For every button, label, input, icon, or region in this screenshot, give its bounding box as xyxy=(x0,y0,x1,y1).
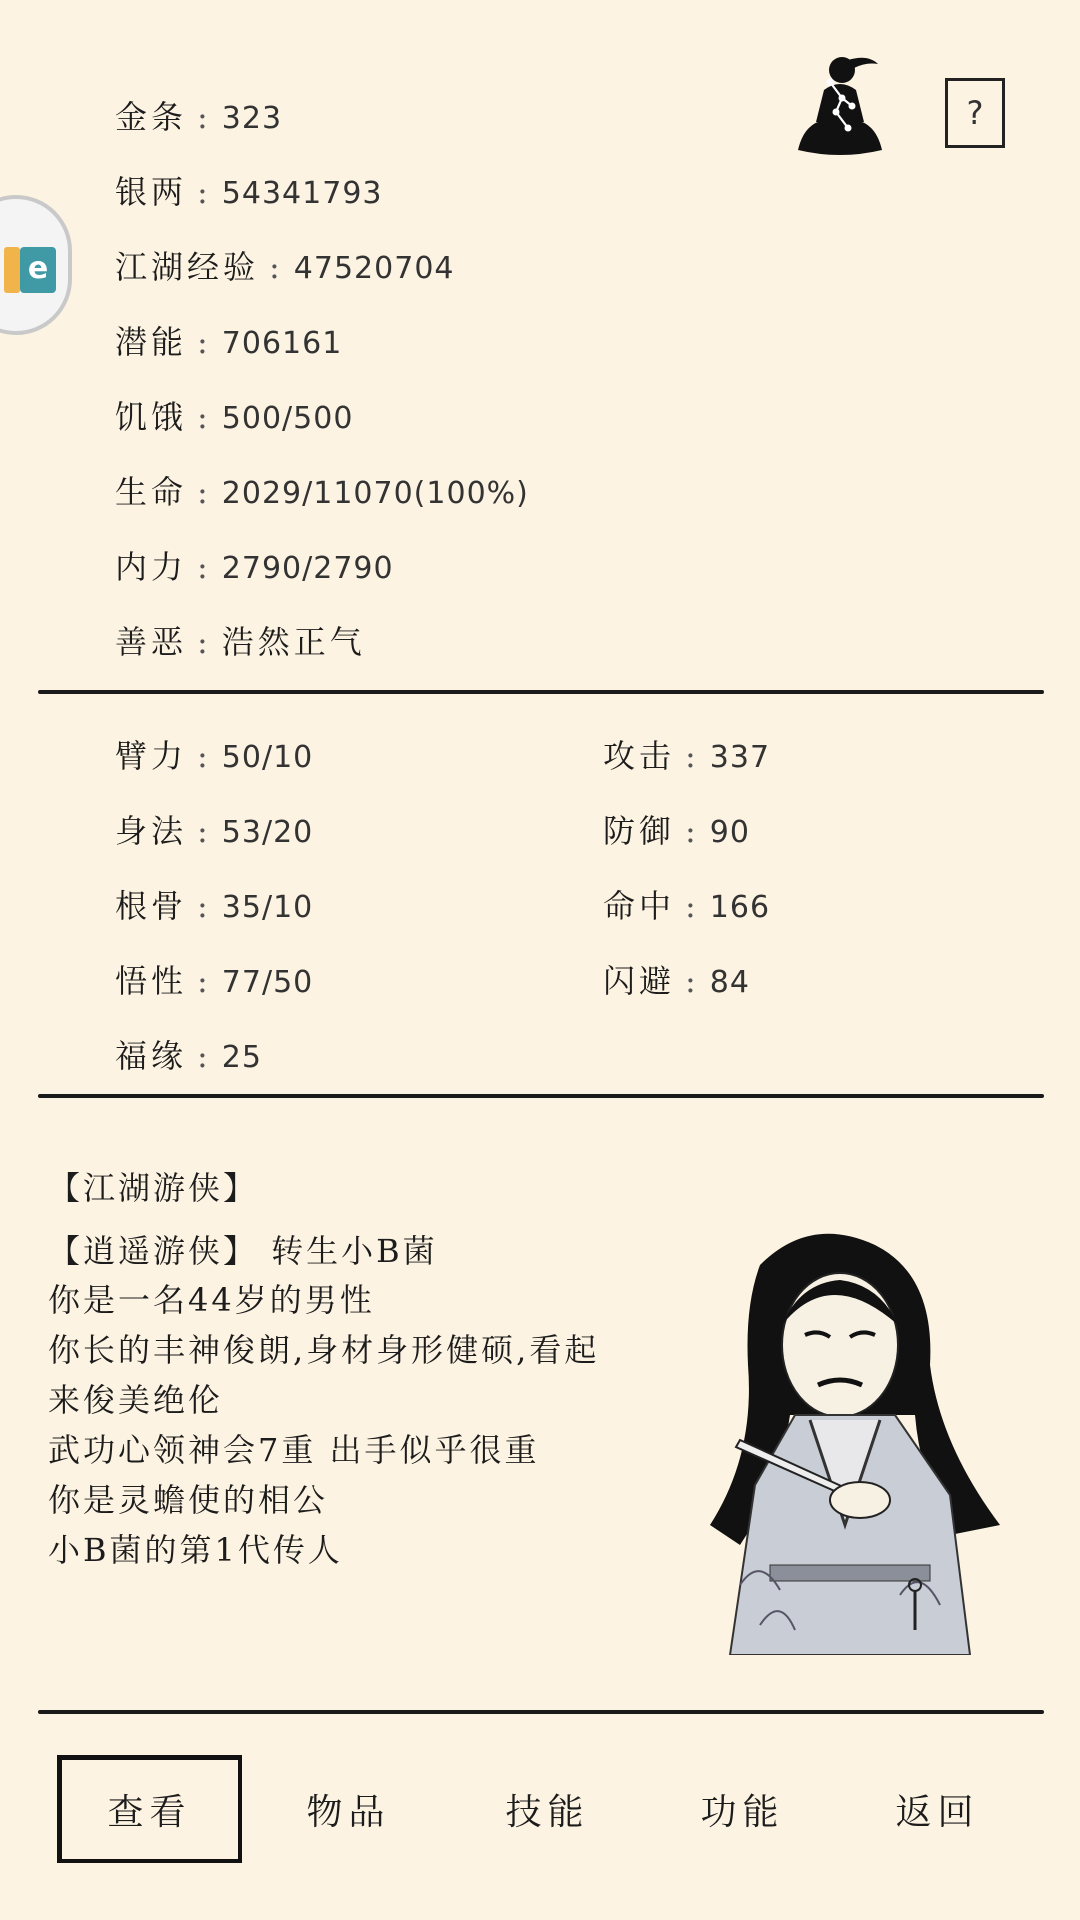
help-button[interactable]: ? xyxy=(945,78,1005,148)
attr-defense: 防御 : 90 xyxy=(603,812,750,850)
nav-skills-button[interactable]: 技能 xyxy=(505,1791,590,1833)
attr-strength: 臂力 : 50/10 xyxy=(115,737,314,775)
bio-line: 你是一名44岁的男性 xyxy=(48,1281,375,1319)
stat-inner-power: 内力 : 2790/2790 xyxy=(115,548,394,586)
nav-functions-button[interactable]: 功能 xyxy=(700,1791,785,1833)
nav-view-button[interactable]: 查看 xyxy=(57,1755,242,1863)
stat-health: 生命 : 2029/11070(100%) xyxy=(115,473,529,511)
stat-label: 金条 xyxy=(115,98,188,136)
section-divider xyxy=(38,1094,1044,1098)
bio-line: 你长的丰神俊朗,身材身形健硕,看起 xyxy=(48,1331,600,1369)
bio-line: 武功心领神会7重 出手似乎很重 xyxy=(48,1431,540,1469)
section-divider xyxy=(38,690,1044,694)
stat-hunger: 饥饿 : 500/500 xyxy=(115,398,354,436)
stat-value: 54341793 xyxy=(221,176,383,211)
stat-label: 善恶 xyxy=(115,623,188,661)
stat-value: 浩然正气 xyxy=(221,623,366,661)
stat-morality: 善恶 : 浩然正气 xyxy=(115,623,366,661)
attr-constitution: 根骨 : 35/10 xyxy=(115,887,314,925)
stat-value: 323 xyxy=(221,101,283,136)
stat-silver: 银两 : 54341793 xyxy=(115,173,383,211)
section-divider xyxy=(38,1710,1044,1714)
stat-potential: 潜能 : 706161 xyxy=(115,323,343,361)
badge-tile-orange xyxy=(4,247,20,293)
nav-back-button[interactable]: 返回 xyxy=(895,1791,980,1833)
stat-label: 内力 xyxy=(115,548,188,586)
stat-label: 饥饿 xyxy=(115,398,188,436)
stat-value: 2790/2790 xyxy=(221,551,394,586)
stat-experience: 江湖经验 : 47520704 xyxy=(115,248,455,286)
attr-comprehension: 悟性 : 77/50 xyxy=(115,962,314,1000)
bio-line: 你是灵蟾使的相公 xyxy=(48,1481,329,1519)
character-portrait xyxy=(700,1225,1000,1655)
stat-label: 潜能 xyxy=(115,323,188,361)
attr-accuracy: 命中 : 166 xyxy=(603,887,771,925)
attr-agility: 身法 : 53/20 xyxy=(115,812,314,850)
floating-assist-button[interactable] xyxy=(0,195,72,335)
attr-attack: 攻击 : 337 xyxy=(603,737,771,775)
stat-label: 生命 xyxy=(115,473,188,511)
stat-label: 江湖经验 xyxy=(115,248,260,286)
bio-line: 来俊美绝伦 xyxy=(48,1381,224,1419)
stat-label: 银两 xyxy=(115,173,188,211)
meditation-emblem-icon[interactable] xyxy=(790,50,890,158)
badge-tile-teal-icon: e xyxy=(20,247,56,293)
stat-value: 47520704 xyxy=(293,251,455,286)
attr-fortune: 福缘 : 25 xyxy=(115,1037,262,1075)
stat-value: 706161 xyxy=(221,326,343,361)
attr-evasion: 闪避 : 84 xyxy=(603,962,750,1000)
bio-title-primary: 【江湖游侠】 xyxy=(48,1169,259,1207)
bio-line: 小B菌的第1代传人 xyxy=(48,1531,343,1569)
stat-gold-bars: 金条 : 323 xyxy=(115,98,283,136)
bio-title-secondary: 【逍遥游侠】 转生小B菌 xyxy=(48,1232,438,1270)
stat-value: 2029/11070(100%) xyxy=(221,476,529,511)
nav-items-button[interactable]: 物品 xyxy=(306,1791,391,1833)
stat-value: 500/500 xyxy=(221,401,354,436)
